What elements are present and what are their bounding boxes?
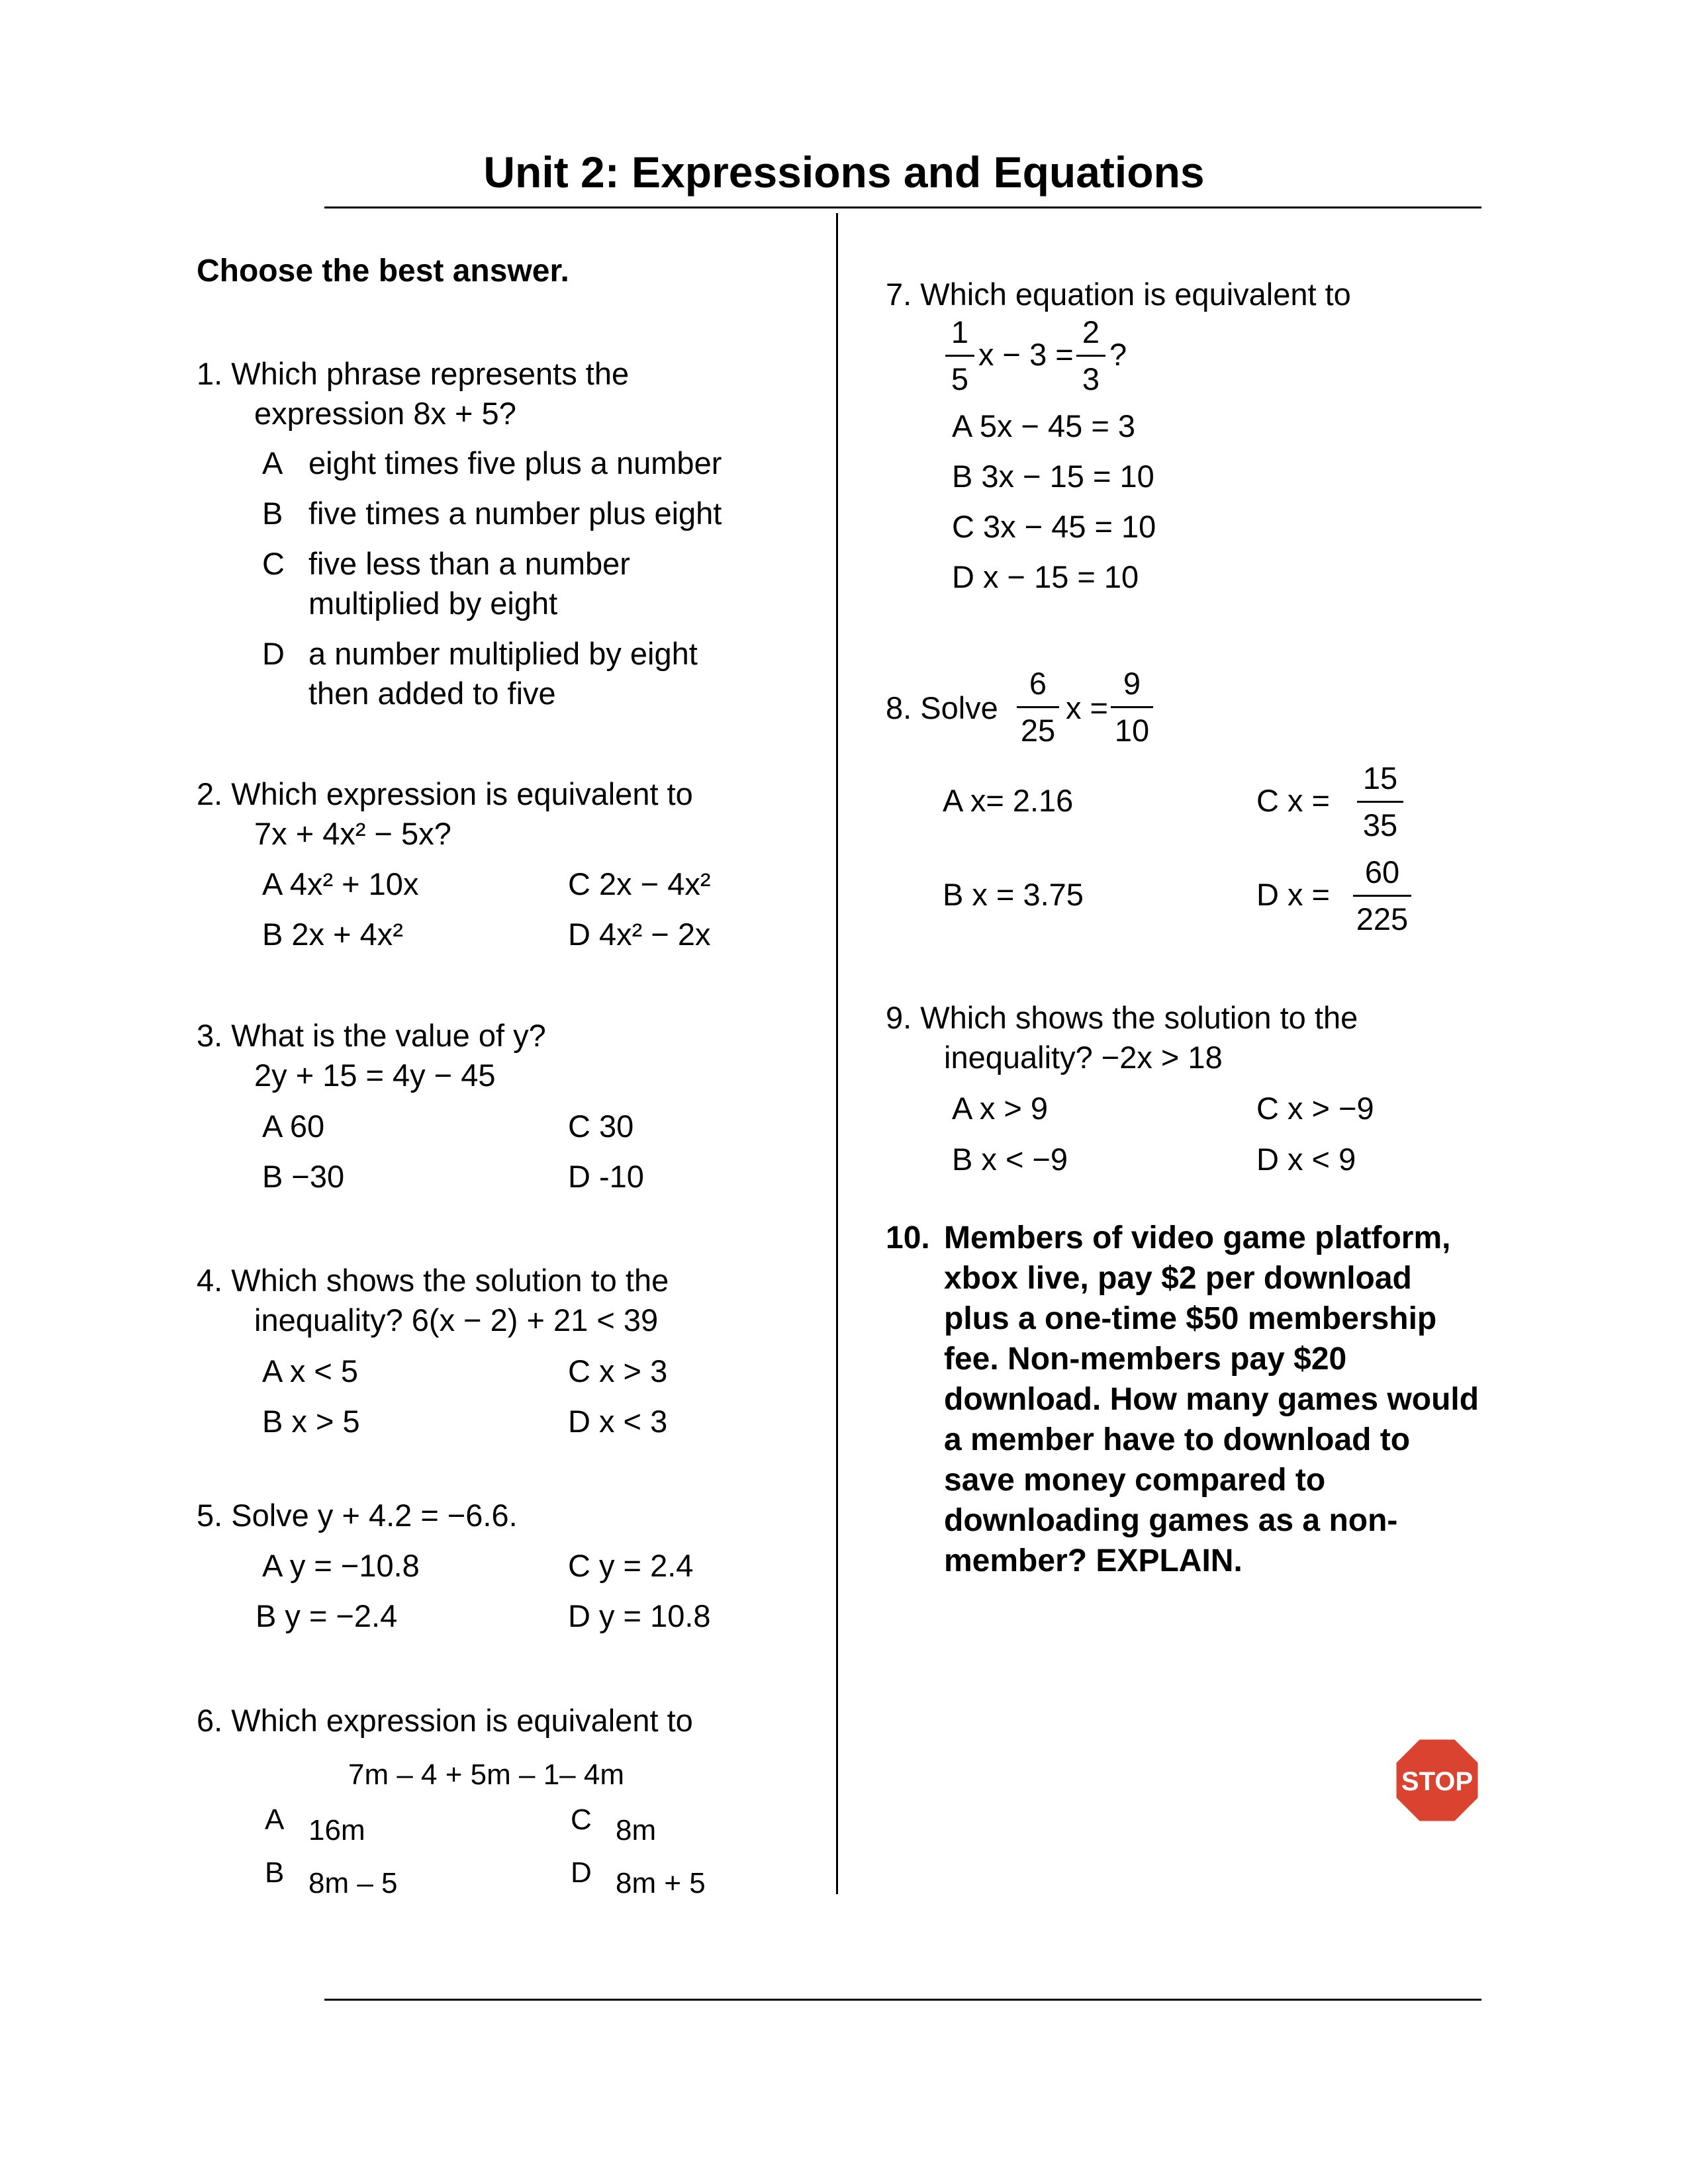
q5-prompt: 5. Solve y + 4.2 = −6.6. xyxy=(197,1498,518,1533)
q8-prompt: 8. Solve xyxy=(886,690,998,725)
q1-option-b-letter: B xyxy=(262,496,283,531)
question-10 xyxy=(886,1218,1481,1581)
q10-text: Members of video game platform, xbox live, pay $2 per download plus a one-time $50 membership fee. Non-members pay $20 download. How many games would a member have to download to save money compared to downloading games as a non-member? EXPLAIN. xyxy=(944,1220,1479,1578)
q7-frac2-num: 2 xyxy=(1082,314,1100,349)
page-title: Unit 2: Expressions and Equations xyxy=(483,148,1205,197)
q2-option-c[interactable]: C 2x − 4x² xyxy=(568,866,711,901)
q5-option-c[interactable]: C y = 2.4 xyxy=(568,1548,694,1583)
q5-option-b[interactable]: B y = −2.4 xyxy=(256,1598,398,1633)
q3-option-a[interactable]: A 60 xyxy=(262,1109,325,1144)
q2-option-b[interactable]: B 2x + 4x² xyxy=(262,917,403,952)
q6-option-b-letter: B xyxy=(265,1856,285,1889)
q1-prompt-line2: expression 8x + 5? xyxy=(254,396,516,431)
q9-option-d[interactable]: D x < 9 xyxy=(1256,1142,1356,1177)
column-divider xyxy=(836,213,838,1894)
q8-option-b[interactable]: B x = 3.75 xyxy=(943,877,1084,912)
instructions: Choose the best answer. xyxy=(197,253,569,289)
q5-option-a[interactable]: A y = −10.8 xyxy=(262,1548,420,1583)
q1-option-a[interactable]: eight times five plus a number xyxy=(308,445,722,480)
q6-option-c[interactable]: 8m xyxy=(616,1814,657,1846)
q3-option-d[interactable]: D -10 xyxy=(568,1159,644,1194)
q8-frac1-num: 6 xyxy=(1029,666,1047,701)
q4-option-a[interactable]: A x < 5 xyxy=(262,1353,359,1388)
fraction-bar xyxy=(1353,895,1411,897)
q6-option-d[interactable]: 8m + 5 xyxy=(616,1867,706,1899)
q7-prompt: 7. Which equation is equivalent to xyxy=(886,277,1351,312)
q7-option-d[interactable]: D x − 15 = 10 xyxy=(952,559,1139,594)
q4-option-b[interactable]: B x > 5 xyxy=(262,1404,360,1439)
stop-sign-icon xyxy=(1394,1737,1480,1823)
q8-option-d-fraction xyxy=(1353,854,1411,938)
fraction-bar xyxy=(1076,355,1105,357)
q7-option-a[interactable]: A 5x − 45 = 3 xyxy=(952,408,1135,443)
q2-prompt-line2: 7x + 4x² − 5x? xyxy=(254,816,451,851)
q3-prompt-line2: 2y + 15 = 4y − 45 xyxy=(254,1058,496,1093)
q9-option-a[interactable]: A x > 9 xyxy=(952,1091,1049,1126)
title-underline xyxy=(324,206,1481,208)
q6-expression: 7m – 4 + 5m – 1– 4m xyxy=(348,1758,624,1791)
q8-fraction-2 xyxy=(1111,665,1153,749)
q1-option-d-letter: D xyxy=(262,636,285,671)
q8-option-c-label: C x = xyxy=(1256,783,1331,818)
q8-c-num: 15 xyxy=(1362,760,1398,796)
q6-option-a-letter: A xyxy=(265,1803,285,1836)
q6-prompt: 6. Which expression is equivalent to xyxy=(197,1703,693,1738)
q8-option-c-fraction xyxy=(1357,760,1403,844)
q8-middle: x = xyxy=(1066,690,1109,725)
fraction-bar xyxy=(1357,801,1403,803)
fraction-bar xyxy=(945,355,974,357)
q8-frac1-den: 25 xyxy=(1020,713,1056,748)
q1-option-a-letter: A xyxy=(262,445,283,480)
q6-option-a[interactable]: 16m xyxy=(308,1814,365,1846)
q8-frac2-num: 9 xyxy=(1123,666,1141,701)
q2-option-a[interactable]: A 4x² + 10x xyxy=(262,866,419,901)
q4-prompt-line1: 4. Which shows the solution to the xyxy=(197,1263,669,1298)
q10-number: 10. xyxy=(886,1220,930,1255)
q4-option-d[interactable]: D x < 3 xyxy=(568,1404,668,1439)
q2-prompt-line1: 2. Which expression is equivalent to xyxy=(197,776,693,811)
q7-option-b[interactable]: B 3x − 15 = 10 xyxy=(952,459,1154,494)
q8-fraction-1 xyxy=(1017,665,1059,749)
q9-option-b[interactable]: B x < −9 xyxy=(952,1142,1068,1177)
q8-c-den: 35 xyxy=(1362,807,1398,842)
q8-frac2-den: 10 xyxy=(1114,713,1150,748)
q9-option-c[interactable]: C x > −9 xyxy=(1256,1091,1374,1126)
q7-fraction-1 xyxy=(945,314,974,398)
q7-fraction-2 xyxy=(1076,314,1105,398)
q6-option-b[interactable]: 8m – 5 xyxy=(308,1867,398,1899)
q7-middle: x − 3 = xyxy=(978,337,1074,372)
q1-option-d-line1[interactable]: a number multiplied by eight xyxy=(308,636,698,671)
q4-option-c[interactable]: C x > 3 xyxy=(568,1353,668,1388)
q7-frac2-den: 3 xyxy=(1082,361,1100,396)
q1-option-b[interactable]: five times a number plus eight xyxy=(308,496,722,531)
footer-rule xyxy=(324,1999,1481,2001)
q7-frac1-num: 1 xyxy=(951,314,969,349)
q7-option-c[interactable]: C 3x − 45 = 10 xyxy=(952,509,1156,544)
q2-option-d[interactable]: D 4x² − 2x xyxy=(568,917,711,952)
q1-option-d-line2[interactable]: then added to five xyxy=(308,676,556,711)
q8-d-den: 225 xyxy=(1356,901,1409,936)
q8-option-d-label: D x = xyxy=(1256,877,1331,912)
q1-prompt-line1: 1. Which phrase represents the xyxy=(197,356,630,391)
q8-d-num: 60 xyxy=(1364,854,1400,889)
fraction-bar xyxy=(1111,706,1153,708)
q1-option-c-line1[interactable]: five less than a number xyxy=(308,546,630,581)
q5-option-d[interactable]: D y = 10.8 xyxy=(568,1598,711,1633)
q9-prompt-line2: inequality? −2x > 18 xyxy=(944,1040,1223,1075)
q1-option-c-line2[interactable]: multiplied by eight xyxy=(308,586,558,621)
q3-prompt-line1: 3. What is the value of y? xyxy=(197,1018,546,1053)
q1-option-c-letter: C xyxy=(262,546,285,581)
q6-option-d-letter: D xyxy=(571,1856,592,1889)
q9-prompt-line1: 9. Which shows the solution to the xyxy=(886,1000,1358,1035)
q6-option-c-letter: C xyxy=(571,1803,592,1836)
q7-frac1-den: 5 xyxy=(951,361,969,396)
fraction-bar xyxy=(1017,706,1059,708)
q7-qmark: ? xyxy=(1109,337,1127,372)
q3-option-b[interactable]: B −30 xyxy=(262,1159,345,1194)
q3-option-c[interactable]: C 30 xyxy=(568,1109,634,1144)
stop-sign-text: STOP xyxy=(1401,1767,1474,1796)
q4-prompt-line2: inequality? 6(x − 2) + 21 < 39 xyxy=(254,1302,659,1338)
q8-option-a[interactable]: A x= 2.16 xyxy=(943,783,1074,818)
